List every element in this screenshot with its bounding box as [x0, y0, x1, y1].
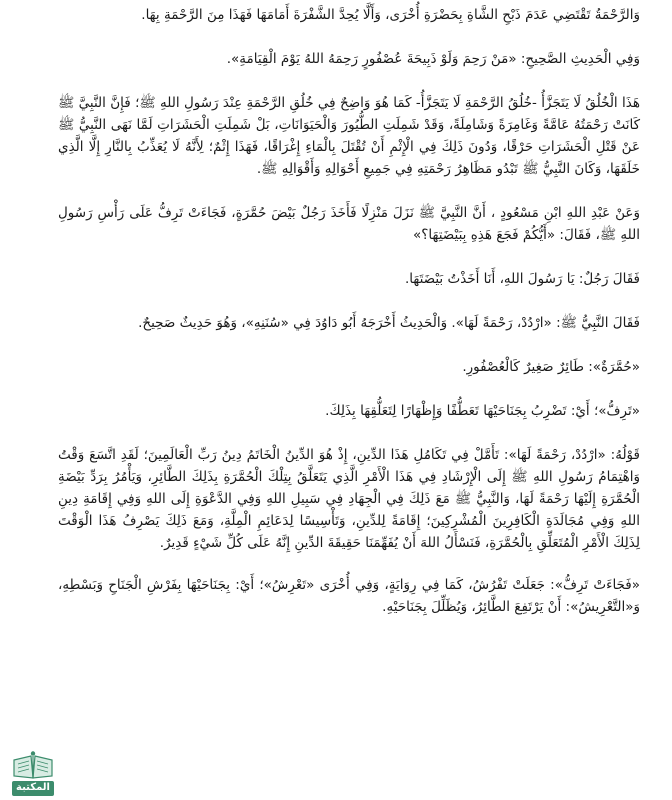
paragraph-humarah-definition: «حُمَّرَةٌ»: طَائِرٌ صَغِيرٌ كَالْعُصْفُورِ.: [462, 359, 640, 375]
paragraph-tarif-explanation: «فَجَاءَتْ تَرِفُّ»: جَعَلَتْ تَفْرُشُ، كَمَا فِي رِوَايَةٍ، وَفِي أُخْرَى «تَعْرِشُ»؛ أَيْ: بِجَنَاحَيْهَا بِفَرْشِ الْجَنَاحِ وَبَسْطِهِ، وَ«التَّعْرِيشُ»: أَنْ يَرْتَفِعَ الطَّائِرُ، وَيُظَلِّلَ بِجَنَاحَيْهِ.: [58, 577, 640, 615]
paragraph-ibn-masud-narration: وَعَنْ عَبْدِ اللهِ ابْنِ مَسْعُودٍ ، أَنَّ النَّبِيَّ ﷺ نَزَلَ مَنْزِلًا فَأَخَذَ رَجُلٌ بَيْضَ حُمَّرَةٍ، فَجَاءَتْ تَرِفُّ عَلَى رَأْسِ رَسُولِ اللهِ ﷺ، فَقَالَ: «أَيُّكُمْ فَجَعَ هَذِهِ بِبَيْضَتِهَا؟»: [58, 205, 640, 243]
paragraph-mercy-indivisible: هَذَا الْخُلُقُ لَا يَتَجَزَّأُ -خُلُقُ الرَّحْمَةِ لَا يَتَجَزَّأُ- كَمَا هُوَ وَاضِحٌ فِي خُلُقِ الرَّحْمَةِ عِنْدَ رَسُولِ اللهِ ﷺ؛ فَإِنَّ النَّبِيَّ ﷺ كَانَتْ رَحْمَتُهُ عَامَّةً وَغَامِرَةً وَشَامِلَةً، وَقَدْ شَمِلَتِ الطُّيُورَ وَالْحَيَوَانَاتِ، بَلْ شَمِلَتِ الْحَشَرَاتِ لَمَّا نَهَى النَّبِيُّ ﷺ عَنْ قَتْلِ الْحَشَرَاتِ حَرْقًا، وَدُونَ ذَلِكَ فِي الْإِثْمِ أَنْ تُقْتَلَ بِالْمَاءِ إِغْرَاقًا، فَهَذَا إِثْمٌ؛ لِأَنَّهُ لَا يُعَذِّبُ بِالنَّارِ إِلَّا الَّذِي خَلَقَهَا، وَكَانَ النَّبِيُّ ﷺ تَبْدُو مَظَاهِرُ رَحْمَتِهِ فِي جَمِيعِ أَحْوَالِهِ وَأَقْوَالِهِ ﷺ.: [58, 95, 640, 177]
paragraph-sahih-hadith: وَفِي الْحَدِيثِ الصَّحِيحِ: «مَنْ رَحِمَ وَلَوْ ذَبِيحَةَ عُصْفُورٍ رَحِمَهُ اللهُ يَوْمَ الْقِيَامَةِ».: [226, 51, 640, 67]
watermark-label: المكتبة: [12, 781, 54, 796]
paragraph-commentary: قَوْلُهُ: «ارْدُدْ، رَحْمَةً لَهَا»: تَأَمَّلْ فِي تَكَامُلِ هَذَا الدِّينِ، إِذْ هُوَ الدِّينُ الْخَاتَمُ دِينُ رَبِّ الْعَالَمِينَ؛ لَقَدِ اتَّسَعَ وَقْتُ وَاهْتِمَامُ رَسُولِ اللهِ ﷺ إِلَى الْإِرْشَادِ فِي هَذَا الْأَمْرِ الَّذِي يَتَعَلَّقُ بِتِلْكَ الْحُمَّرَةِ بِذَلِكَ الطَّائِرِ، وَيَأْمُرُ بِرَدِّ بَيْضَةِ الْحُمَّرَةِ إِلَيْهَا رَحْمَةً لَهَا، وَالنَّبِيُّ ﷺ مَعَ ذَلِكَ فِي الْجِهَادِ فِي سَبِيلِ اللهِ وَفِي الدَّعْوَةِ إِلَى اللهِ وَفِي إِقَامَةِ دِينِ اللهِ وَفِي مُجَالَدَةِ الْكَافِرِينَ الْمُشْرِكِينَ؛ إِقَامَةً لِلدِّينِ، وَتَأْسِيسًا لِدَعَائِمِ الْمِلَّةِ، وَمَعَ ذَلِكَ يَصْرِفُ هَذَا الْوَقْتَ لِذَلِكَ الْأَمْرِ الْمُتَعَلِّقِ بِالْحُمَّرَةِ، فَنَسْأَلُ اللهَ أَنْ يُفَهِّمَنَا حَقِيقَةَ الدِّينِ إِنَّهُ عَلَى كُلِّ شَيْءٍ قَدِيرٌ.: [58, 447, 640, 551]
paragraph-prophet-command: فَقَالَ النَّبِيُّ ﷺ: «ارْدُدْ، رَحْمَةً لَهَا». وَالْحَدِيثُ أَخْرَجَهُ أَبُو دَاوُدَ فِي «سُنَنِهِ»، وَهُوَ حَدِيثٌ صَحِيحٌ.: [138, 315, 640, 331]
library-book-icon: [10, 750, 56, 780]
library-watermark: [4, 744, 62, 796]
document-page: [58, 4, 640, 640]
paragraph-mercy-slaughter: وَالرَّحْمَةُ تَقْتَضِي عَدَمَ ذَبْحِ الشَّاةِ بِحَضْرَةِ أُخْرَى، وَأَلَّا يُحِدَّ الشَّفْرَةَ أَمَامَهَا فَهَذَا مِنَ الرَّحْمَةِ بِهَا.: [141, 7, 640, 23]
paragraph-man-reply: فَقَالَ رَجُلٌ: يَا رَسُولَ اللهِ، أَنَا أَخَذْتُ بَيْضَتَهَا.: [404, 271, 640, 287]
paragraph-tarif-definition: «تَرِفُّ»؛ أَيْ: تَضْرِبُ بِجَنَاحَيْهَا تَعَطُّفًا وَإِظْهَارًا لِتَعَلُّقِهَا بِذَلِكَ.: [325, 403, 640, 419]
